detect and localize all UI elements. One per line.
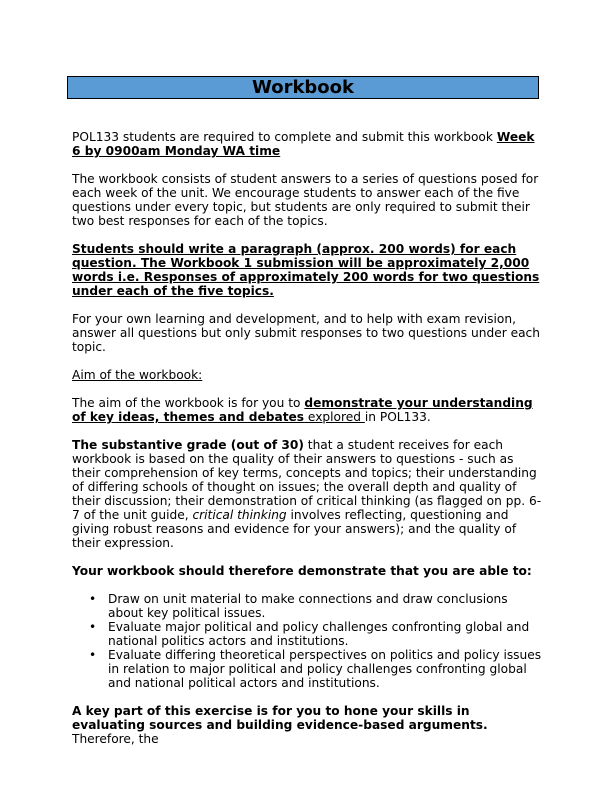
submission-text: POL133 students are required to complete and submit this workbook — [72, 130, 497, 144]
aim-heading: Aim of the workbook: — [72, 368, 203, 382]
grade-text-1: that a student receives for each workbook is based on the quality of their answers to questions - such as their comprehension of key terms, concepts and topics; their understanding of differing schools of thought on issues; the overall depth and quality of their discussion; their demonstration of critical thinking (as flagged on pp. 6-7 of the unit guide, — [72, 438, 542, 522]
list-item: • Evaluate major political and policy challenges confronting global and national politics actors and institutions. — [108, 620, 542, 648]
aim-paragraph — [72, 396, 542, 424]
aim-post: in POL133. — [364, 410, 431, 424]
workbook-description: The workbook consists of student answers to a series of questions posed for each week of the unit. We encourage students to answer each of the five questions under every topic, but students are only required to submit their two best responses for each of the topics. — [72, 172, 539, 228]
word-count-requirement: Students should write a paragraph (approx. 200 words) for each question. The Workbook 1 submission will be approximately 2,000 words i.e. Responses of approximately 200 words for two questions under each of the five topics. — [72, 242, 540, 298]
document-body — [72, 130, 542, 760]
list-item: • Draw on unit material to make connections and draw conclusions about key political issues. — [108, 592, 542, 620]
submission-paragraph — [72, 130, 542, 158]
workbook-title: Workbook — [67, 76, 539, 99]
grade-paragraph — [72, 438, 542, 550]
key-part-rest: Therefore, the — [72, 732, 159, 746]
demonstrate-heading: Your workbook should therefore demonstrate that you are able to: — [72, 564, 532, 578]
aim-explored: explored — [304, 410, 365, 424]
aim-bold: demonstrate your understanding of key ideas, themes and debates — [72, 396, 533, 424]
list-item: • Evaluate differing theoretical perspectives on politics and policy issues in relation to major political and policy challenges confronting global and national political actors and institutions. — [108, 648, 542, 690]
grade-text-2: involves reflecting, questioning and giving robust reasons and evidence for your answers); and the quality of their expression. — [72, 508, 517, 550]
aim-pre: The aim of the workbook is for you to — [72, 396, 305, 410]
deadline-text: Week 6 by 0900am Monday WA time — [72, 130, 535, 158]
skills-list — [72, 592, 542, 690]
key-part-paragraph — [72, 704, 542, 746]
key-part-bold: A key part of this exercise is for you to hone your skills in evaluating sources and building evidence-based arguments. — [72, 704, 488, 732]
grade-italic: critical thinking — [192, 508, 287, 522]
grade-bold: The substantive grade (out of 30) — [72, 438, 304, 452]
revision-advice: For your own learning and development, and to help with exam revision, answer all questions but only submit responses to two questions under each topic. — [72, 312, 540, 354]
